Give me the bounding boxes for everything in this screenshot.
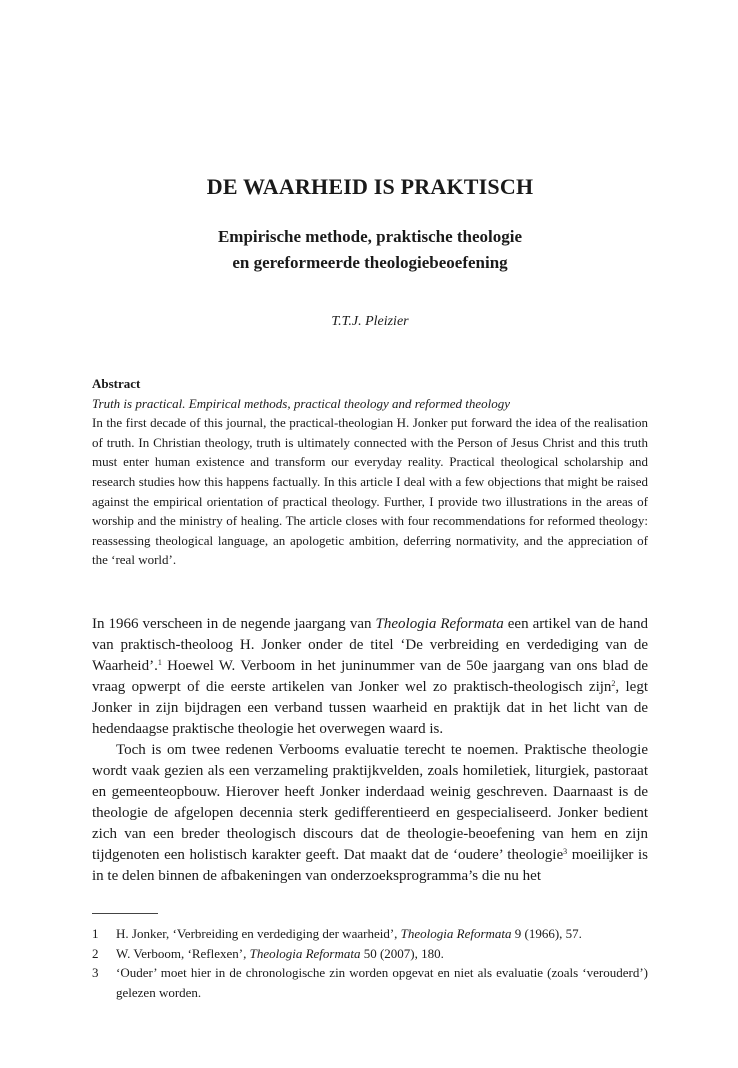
footnote-number: 2 <box>92 945 99 961</box>
footnote-1-text-b: 9 (1966), 57. <box>511 926 582 941</box>
footnote-text <box>116 944 648 964</box>
journal-name: Theologia Reformata <box>375 616 504 632</box>
subtitle-line-1: Empirische methode, praktische theologie <box>217 227 523 246</box>
footnote-ref-1[interactable]: 1 <box>157 658 162 667</box>
paragraph-1-text-c: Hoewel W. Verboom in het juninummer van de 50e jaargang van ons blad de vraag opwerpt of die eerste artikelen van Jonker wel zo praktisch-theologisch zijn <box>92 658 648 695</box>
footnote-3 <box>92 963 648 1002</box>
footnote-ref-2[interactable]: 2 <box>611 679 616 688</box>
abstract-heading: Abstract <box>92 376 141 391</box>
paragraph-2-text-a: Toch is om twee redenen Verbooms evaluatie terecht te noemen. Praktische theologie wordt vaak gezien als een verzameling praktijkvelden, zoals homiletiek, liturgiek, pastoraat en gemeenteopbouw. Hierover heeft Jonker inderdaad weinig geschreven. Daarnaast is de theologie de afgelopen decennia sterk gedifferentieerd en gespecialiseerd. Jonker bedient zich van een breder theologisch discours dat de theologie-beoefening van hem en zijn tijdgenoten een holistisch karakter geeft. Dat maakt dat de ‘oudere’ theologie <box>92 742 648 863</box>
footnote-text <box>116 924 648 944</box>
abstract-section <box>92 374 648 570</box>
footnote-2-text-a: W. Verboom, ‘Reflexen’, <box>116 945 250 961</box>
article-title: DE WAARHEID IS PRAKTISCH <box>206 174 534 199</box>
footnote-2-journal: Theologia Reformata <box>249 945 361 961</box>
footnote-ref-3[interactable]: 3 <box>563 847 568 856</box>
footnote-number: 3 <box>92 965 99 980</box>
paragraph-1 <box>92 614 648 740</box>
abstract-text: In the first decade of this journal, the practical-theologian H. Jonker put forward the idea of the realisation of truth. In Christian theology, truth is ultimately connected with the Person of Jesus Christ and this truth must enter human existence and transform our everyday reality. Practical theological scholarship and research studies how this happens factually. In this article I deal with a few objections that might be raised against the empirical orientation of practical theology. Further, I provide two illustrations in the areas of worship and the ministry of healing. The article closes with four recommendations for reformed theology: reassessing theological language, an apologetic ambition, deferring normativity, and the appreciation of the ‘real world’. <box>92 415 648 568</box>
paragraph-1-text-d: , legt Jonker in zijn bijdragen een verband tussen waarheid en praktijk dat in het licht van de hedendaagse praktische theologie het overwegen waard is. <box>92 679 648 737</box>
paragraph-1-text-a: In 1966 verscheen in de negende jaargang van <box>92 616 376 632</box>
footnote-number: 1 <box>92 926 99 941</box>
body-text <box>92 614 648 887</box>
footnote-2-text-b: 50 (2007), 180. <box>360 945 444 961</box>
footnote-1-text-a: H. Jonker, ‘Verbreiding en verdediging der waarheid’, <box>116 926 401 941</box>
article-subtitle <box>92 224 648 276</box>
footnote-text: ‘Ouder’ moet hier in de chronologische zin worden opgevat en niet als evaluatie (zoals ‘verouderd’) gelezen worden. <box>116 965 648 1000</box>
paragraph-1-text-b: een artikel van de hand van praktisch-theoloog H. Jonker onder de titel ‘De verbreiding en verdediging van de Waarheid’. <box>92 616 648 674</box>
footnote-divider <box>92 913 158 914</box>
paragraph-2-text-b: moeilijker is in te delen binnen de afbakeningen van onderzoeksprogramma’s die nu het <box>92 847 648 884</box>
footnote-1 <box>92 924 648 944</box>
abstract-english-title: Truth is practical. Empirical methods, practical theology and reformed theology <box>92 395 510 411</box>
subtitle-line-2: en gereformeerde theologiebeoefening <box>232 253 508 272</box>
paragraph-2 <box>92 740 648 887</box>
author-name: T.T.J. Pleizier <box>331 314 409 329</box>
footnotes-section <box>92 924 648 1002</box>
footnote-2 <box>92 944 648 964</box>
footnote-1-journal: Theologia Reformata <box>400 926 512 941</box>
